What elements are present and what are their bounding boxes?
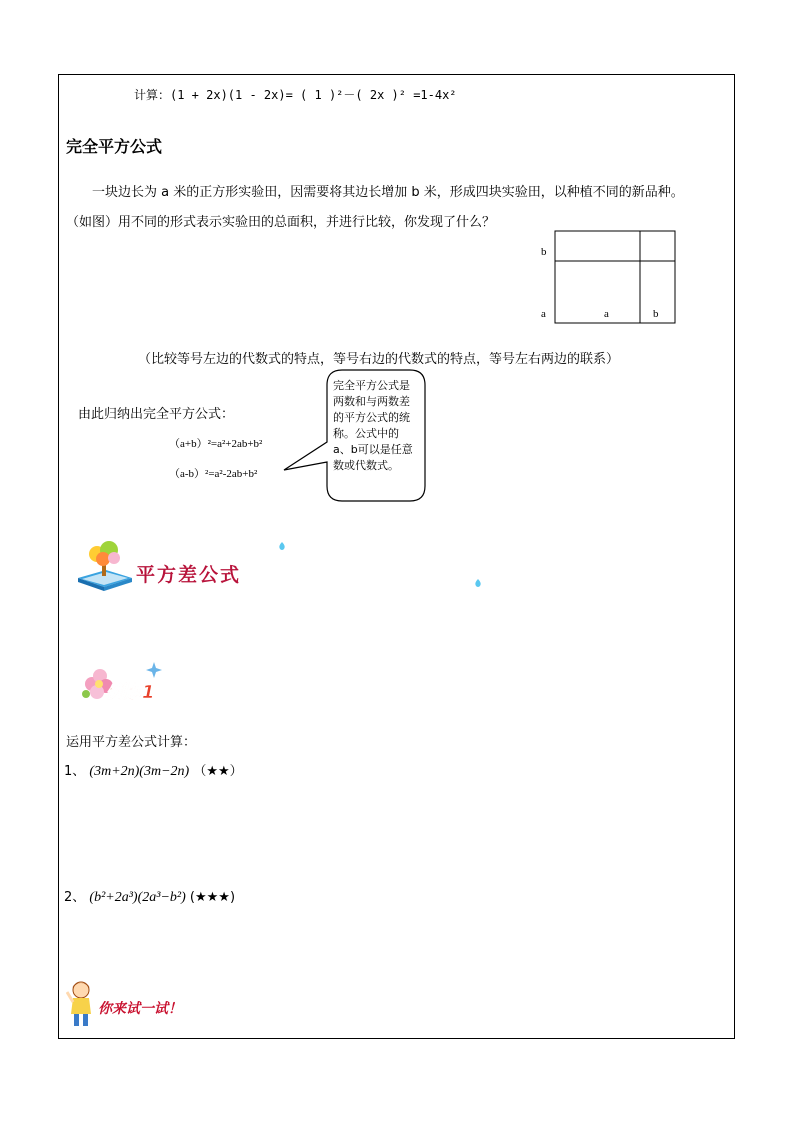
label-b-bottom: b	[653, 308, 659, 320]
formula-sum-square: （a+b）²=a²+2ab+b²	[169, 438, 263, 450]
heading-perfect-square: 完全平方公式	[66, 137, 163, 156]
label-a-left: a	[541, 308, 546, 320]
question-2-number: 2、	[64, 890, 86, 905]
calc-line: 计算：(1 + 2x)(1 - 2x)= ( 1 )²－( 2x )² =1-4x²	[134, 88, 457, 102]
compare-note: （比较等号左边的代数式的特点，等号右边的代数式的特点，等号左右两边的联系）	[138, 352, 620, 367]
droplet-icon	[277, 541, 287, 551]
square-diagram-svg	[536, 228, 686, 328]
question-2	[64, 886, 235, 906]
question-1-stars: （★★）	[193, 764, 243, 779]
book-tree-icon	[74, 540, 136, 592]
problem-line-2: （如图）用不同的形式表示实验田的总面积，并进行比较，你发现了什么？	[66, 215, 496, 230]
question-2-stars: (★★★)	[189, 890, 236, 905]
induce-text: 由此归纳出完全平方公式：	[78, 407, 235, 422]
question-1	[64, 760, 243, 780]
child-icon	[66, 980, 96, 1030]
droplet-icon	[473, 578, 483, 588]
bubble-text: 完全平方公式是两数和与两数差的平方公式的统称。公式中的a、b可以是任意数或代数式。	[333, 379, 413, 472]
question-2-expression: (b²+2a³)(2a³−b²)	[89, 890, 186, 905]
formula-diff-square: （a-b）²=a²-2ab+b²	[169, 468, 258, 480]
label-b-left: b	[541, 246, 547, 258]
section-title: 平方差公式	[136, 564, 242, 586]
question-1-expression: (3m+2n)(3m−2n)	[89, 764, 190, 779]
square-diagram	[536, 228, 686, 328]
example-badge: 例题1	[106, 682, 155, 703]
question-1-number: 1、	[64, 764, 86, 779]
exercise-intro: 运用平方差公式计算：	[66, 735, 197, 750]
problem-line-1: 一块边长为 a 米的正方形实验田，因需要将其边长增加 b 米，形成四块实验田，以种植不同的新品种。	[92, 185, 684, 200]
label-a-bottom: a	[604, 308, 609, 320]
try-it-text: 你来试一试！	[98, 1001, 182, 1017]
